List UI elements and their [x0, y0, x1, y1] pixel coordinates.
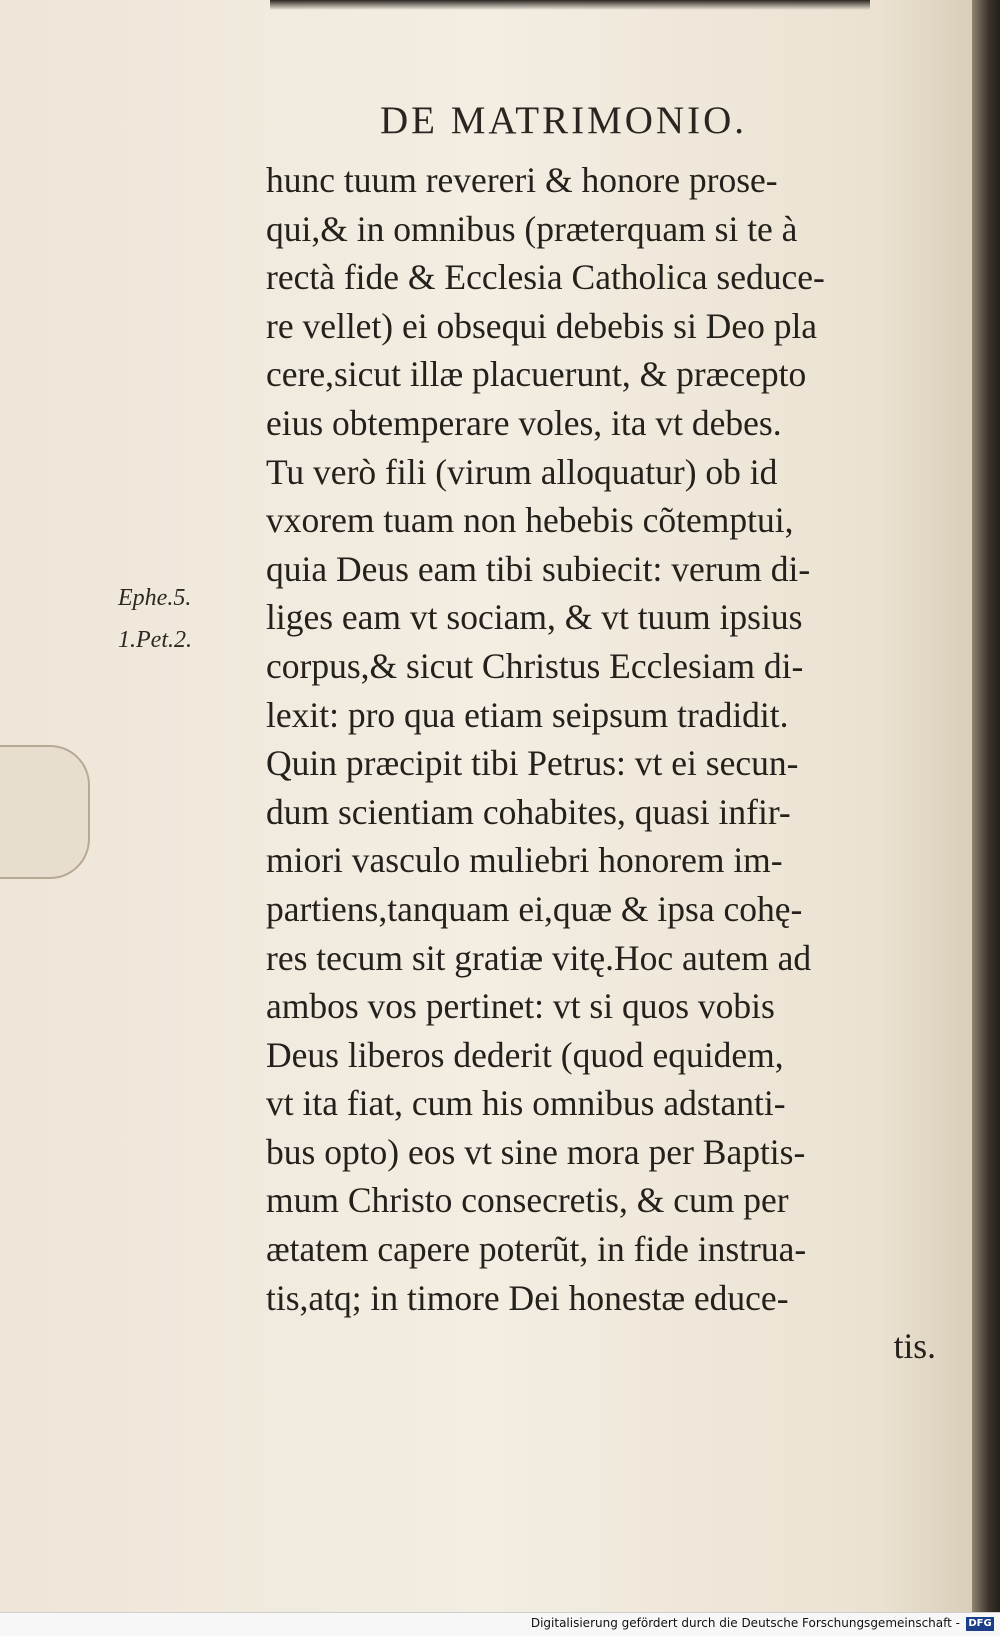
text-line: ambos vos pertinet: vt si quos vobis	[266, 986, 775, 1027]
text-line: cere,sicut illæ placuerunt, & præcepto	[266, 354, 807, 395]
text-line: ætatem capere poterũt, in fide instrua-	[266, 1229, 807, 1270]
text-line: vxorem tuam non hebebis cõtemptui,	[266, 500, 794, 541]
text-line: liges eam vt sociam, & vt tuum ipsius	[266, 597, 803, 638]
text-line: tis,atq; in timore Dei honestæ educe-	[266, 1277, 789, 1318]
catchword: tis.	[893, 1326, 936, 1367]
marginal-note-peter: 1.Pet.2.	[118, 627, 192, 653]
page-clip	[0, 745, 90, 879]
footer-bar	[0, 1612, 1000, 1636]
text-line: dum scientiam cohabites, quasi infir-	[266, 791, 791, 832]
text-line: Quin præcipit tibi Petrus: vt ei secun-	[266, 743, 799, 784]
text-line: partiens,tanquam ei,quæ & ipsa cohę-	[266, 888, 803, 929]
body-text	[266, 156, 946, 1371]
dfg-logo: DFG	[966, 1617, 994, 1631]
text-line: corpus,& sicut Christus Ecclesiam di-	[266, 645, 804, 686]
text-line: lexit: pro qua etiam seipsum tradidit.	[266, 694, 789, 735]
funding-notice: Digitalisierung gefördert durch die Deutsche Forschungsgemeinschaft -	[530, 1616, 960, 1630]
text-line: mum Christo consecretis, & cum per	[266, 1180, 789, 1221]
text-line: rectà fide & Ecclesia Catholica seduce-	[266, 257, 825, 298]
top-shadow	[270, 0, 870, 10]
text-line: hunc tuum revereri & honore prose-	[266, 160, 778, 200]
page-edge	[972, 0, 1000, 1612]
text-line: eius obtemperare voles, ita vt debes.	[266, 402, 782, 443]
text-line: Deus liberos dederit (quod equidem,	[266, 1034, 784, 1075]
text-line: res tecum sit gratiæ vitę.Hoc autem ad	[266, 937, 812, 978]
text-line: vt ita fiat, cum his omnibus adstanti-	[266, 1083, 786, 1124]
text-line: bus opto) eos vt sine mora per Baptis-	[266, 1131, 806, 1172]
text-line: Tu verò fili (virum alloquatur) ob id	[266, 451, 778, 492]
text-line: miori vasculo muliebri honorem im-	[266, 840, 783, 881]
text-line: re vellet) ei obsequi debebis si Deo pla	[266, 305, 818, 346]
marginal-note-ephesians: Ephe.5.	[118, 585, 192, 611]
text-line: qui,& in omnibus (præterquam si te à	[266, 208, 798, 249]
running-head: DE MATRIMONIO.	[380, 99, 747, 142]
text-line: quia Deus eam tibi subiecit: verum di-	[266, 548, 811, 589]
